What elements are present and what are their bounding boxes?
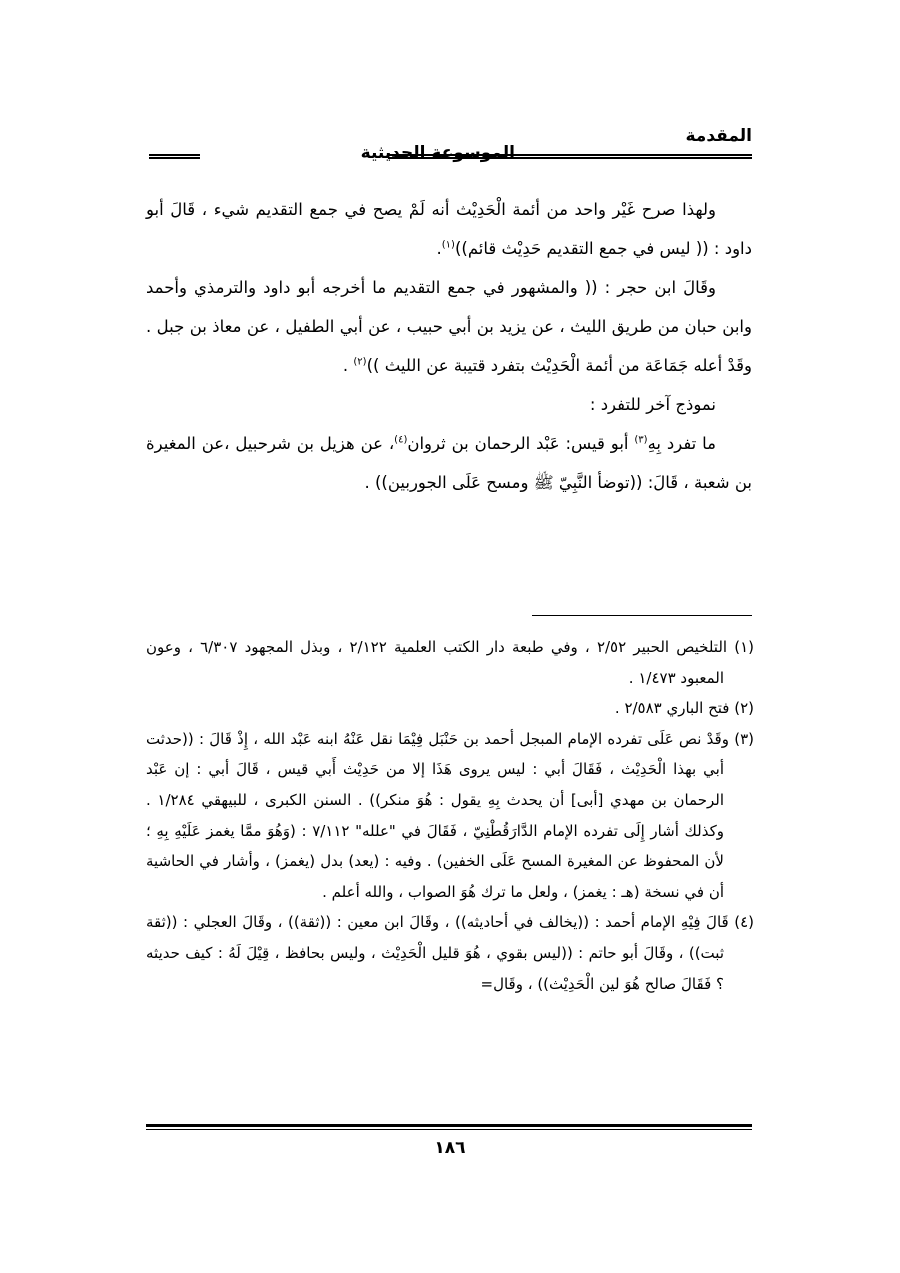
paragraph-4-text-c: ، عن هزيل بن شرحبيل ،عن المغيرة بن شعبة ، قَالَ: ((توضأ النَّبِيّ ﷺ ومسح عَلَى الجوربين)) . <box>146 434 752 492</box>
footnote-1: (١) التلخيص الحبير ٢/٥٢ ، وفي طبعة دار الكتب العلمية ٢/١٢٢ ، وبذل المجهود ٦/٣٠٧ ، وعون المعبود ١/٤٧٣ . <box>146 638 754 687</box>
footnote-3: (٣) وقَدْ نص عَلَى تفرده الإمام المبجل أحمد بن حَنْبَل فِيْمَا نقل عَنْهُ ابنه عَبْد الله ، إِذْ قَالَ : ((حدثت أبي بهذا الْحَدِيْث ، فَقَالَ أبي : ليس يروى هَذَا إلا من حَدِيْث أَبي قيس ، قَالَ أبي : إن عَبْد الرحمان بن مهدي [أبى] أن يحدث بِهِ يقول : هُوَ منكر)) . السنن الكبرى ، للبيهقي ١/٢٨٤ . وكذلك أشار إِلَى تفرده الإمام الدَّارَقُطْنِيّ ، فَقَالَ في "علله" ٧/١١٢ : (وَهُوَ ممَّا يغمز عَلَيْهِ بِهِ ؛ لأن المحفوظ عن المغيرة المسح عَلَى الخفين) . وفيه : (يعد) بدل (يغمز) ، وأشار في الحاشية أن في نسخة (هـ : يغمز) ، ولعل ما ترك هُوَ الصواب ، والله أعلم . <box>146 729 754 901</box>
paragraph-4-text-b: أبو قيس: عَبْد الرحمان بن ثروان <box>407 434 635 453</box>
footnote-ref-3: (٣) <box>634 434 648 446</box>
paragraph-1-end: . <box>436 239 442 258</box>
section-title: المقدمة <box>685 126 752 146</box>
paragraph-4-text-a: ما تفرد بِهِ <box>647 434 717 453</box>
main-text <box>146 190 752 502</box>
paragraph-2 <box>146 268 752 385</box>
footer-rule <box>146 1124 752 1130</box>
footnote-2: (٢) فتح الباري ٢/٥٨٣ . <box>614 699 754 718</box>
footnote-ref-1: (١) <box>441 239 455 251</box>
paragraph-3: نموذج آخر للتفرد : <box>589 395 716 414</box>
footnote-ref-2: (٢) <box>353 356 367 368</box>
paragraph-2-end: . <box>342 356 354 375</box>
footnotes <box>146 632 754 999</box>
paragraph-1 <box>146 190 752 268</box>
footnote-separator <box>532 615 752 616</box>
book-title: الموسوعة الحديثية <box>360 143 515 163</box>
header-rule-short <box>149 154 200 159</box>
footnote-ref-4: (٤) <box>394 434 408 446</box>
page-number: ١٨٦ <box>434 1138 466 1158</box>
paragraph-4 <box>146 424 752 502</box>
footnote-4: (٤) قَالَ فِيْهِ الإمام أحمد : ((يخالف في أحاديثه)) ، وقَالَ ابن معين : ((ثقة)) ، وقَالَ العجلي : ((ثقة ثبت)) ، وقَالَ أبو حاتم : ((ليس بقوي ، هُوَ قليل الْحَدِيْث ، وليس بحافظ ، قِيْلَ لَهُ : كيف حديثه ؟ فَقَالَ صالح هُوَ لين الْحَدِيْث)) ، وقَال= <box>146 913 754 993</box>
paragraph-1-text: ولهذا صرح غَيْر واحد من أئمة الْحَدِيْث أنه لَمْ يصح في جمع التقديم شيء ، قَالَ أبو داود : (( ليس في جمع التقديم حَدِيْث قائم)) <box>146 200 752 258</box>
paragraph-2-text: وقَالَ ابن حجر : (( والمشهور في جمع التقديم ما أخرجه أبو داود والترمذي وأحمد وابن حبان من طريق الليث ، عن يزيد بن أبي حبيب ، عن أبي الطفيل ، عن معاذ بن جبل . وقَدْ أعله جَمَاعَة من أئمة الْحَدِيْث بتفرد قتيبة عن الليث )) <box>146 278 752 375</box>
